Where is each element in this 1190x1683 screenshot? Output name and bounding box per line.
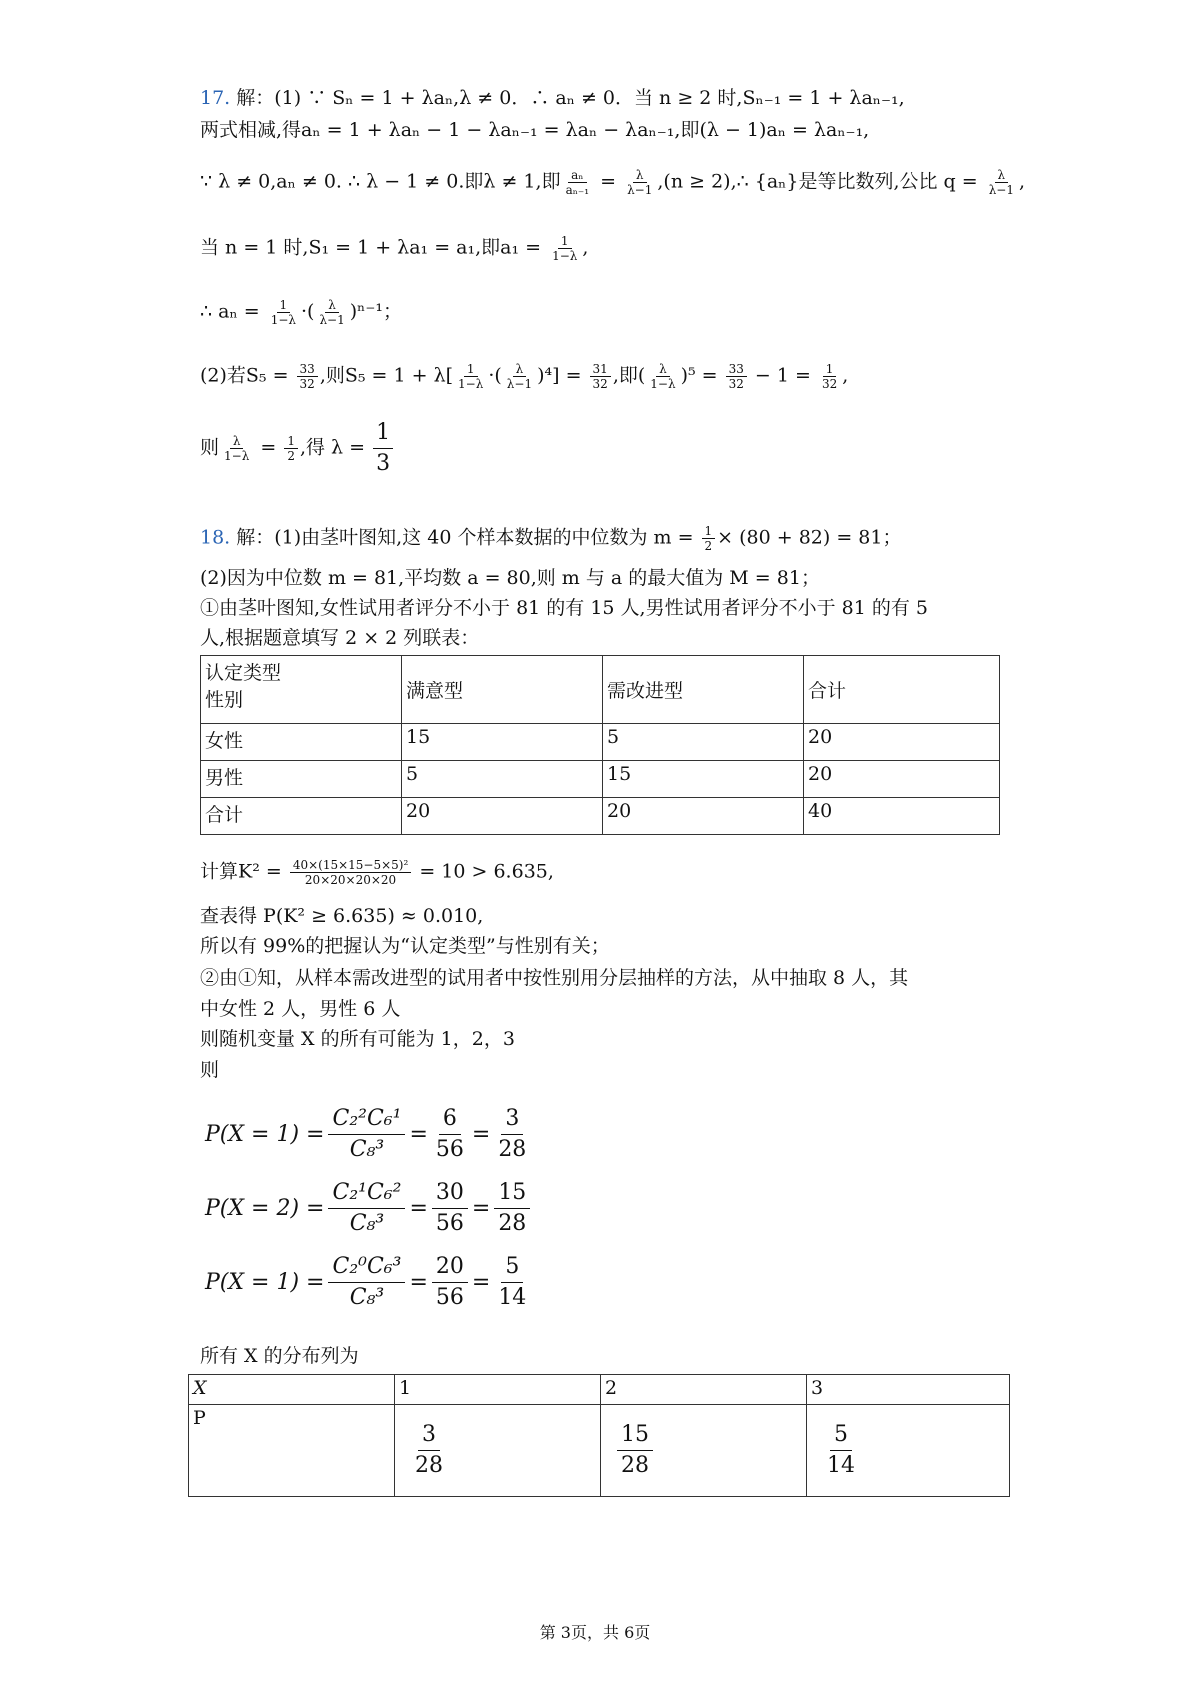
table-header-cell: 需改进型 xyxy=(603,656,804,724)
q17-text-1: 解：(1) ∵ Sₙ = 1 + λaₙ,λ ≠ 0．∴ aₙ ≠ 0．当 n ≥ 2 时,Sₙ₋₁ = 1 + λaₙ₋₁, xyxy=(236,87,905,109)
table-cell: 5 xyxy=(603,724,804,761)
dist-header-3: 3 xyxy=(807,1375,1010,1405)
q18-line-7: ②由①知，从样本需改进型的试用者中按性别用分层抽样的方法，从中抽取 8 人，其 xyxy=(200,967,909,989)
dist-cell: $\frac{15}{28}$ xyxy=(601,1405,807,1497)
q18-number: 18. xyxy=(200,526,231,549)
q18-line-6: 所以有 99%的把握认为“认定类型”与性别有关； xyxy=(200,935,610,957)
table-cell: 20 xyxy=(804,724,1000,761)
q18-line-9: 则随机变量 X 的所有可能为 1，2，3 xyxy=(200,1028,515,1050)
k2-calculation: 计算K² = $\frac{\text{40×(15×15−5×5)²}}{20\times 20\times 20\times 20}$ = 10 > 6.635, xyxy=(200,858,554,887)
table-row xyxy=(201,761,1000,798)
table-cell: 5 xyxy=(402,761,603,798)
q17-line-4: 当 n = 1 时,S₁ = 1 + λa₁ = a₁,即a₁ = $\frac{1}{1-\lambda}$ , xyxy=(200,234,589,263)
q17-number: 17. xyxy=(200,87,231,109)
table-header-row xyxy=(201,656,1000,724)
page-footer: 第 3页，共 6页 xyxy=(539,1623,651,1642)
table-cell: 20 xyxy=(603,798,804,835)
q18-line-8: 中女性 2 人，男性 6 人 xyxy=(200,998,401,1020)
dist-cell: $\frac{3}{28}$ xyxy=(395,1405,601,1497)
dist-header-x: X xyxy=(189,1375,395,1405)
dist-header-1: 1 xyxy=(395,1375,601,1405)
q18-line-4: 人,根据题意填写 2 × 2 列联表： xyxy=(200,627,480,649)
q18-line-1: 18. 解：(1)由茎叶图知,这 40 个样本数据的中位数为 m = $\frac{1}{2}$ × (80 + 82) = 81； xyxy=(200,524,902,553)
q18-line-3: ①由茎叶图知,女性试用者评分不小于 81 的有 15 人,男性试用者评分不小于 81 的有 5 xyxy=(200,597,928,619)
q18-line-2: (2)因为中位数 m = 81,平均数 a = 80,则 m 与 a 的最大值为 M = 81； xyxy=(200,567,820,589)
dist-cell: $\frac{5}{14}$ xyxy=(807,1405,1010,1497)
q18-line-5: 查表得 P(K² ≥ 6.635) ≈ 0.010, xyxy=(200,905,484,927)
q17-line-1 xyxy=(200,86,905,110)
table-header-cell: 合计 xyxy=(804,656,1000,724)
q17-line-2: 两式相减,得aₙ = 1 + λaₙ − 1 − λaₙ₋₁ = λaₙ − λaₙ₋₁,即(λ − 1)aₙ = λaₙ₋₁, xyxy=(200,119,870,141)
prob-formula-2: P(X = 2) = $\frac{\text{C₂¹C₆²}}{\text{C₈³}}$ = $\frac{30}{56}$ = $\frac{15}{28}$ xyxy=(205,1178,534,1239)
table-row xyxy=(201,724,1000,761)
prob-formula-1: P(X = 1) = $\frac{\text{C₂²C₆¹}}{\text{C₈³}}$ = $\frac{6}{56}$ = $\frac{3}{28}$ xyxy=(205,1106,527,1162)
q17-line-3: ∵ λ ≠ 0,aₙ ≠ 0. ∴ λ − 1 ≠ 0.即λ ≠ 1,即 $\frac{\text{aₙ}}{\text{aₙ₋₁}}$ = $\frac{\lambda}{\lambda-1}$ ,(n ≥ 2),∴ {aₙ}是等比数列,公比 q = $\frac{\lambda}{\lambda-1}$ , xyxy=(200,168,1026,197)
table-row xyxy=(201,798,1000,835)
table-cell: 15 xyxy=(402,724,603,761)
prob-formula-3: P(X = 1) = $\frac{\text{C₂⁰C₆³}}{\text{C₈³}}$ = $\frac{20}{56}$ = $\frac{5}{14}$ xyxy=(205,1254,527,1310)
table-header-corner: 认定类型 性别 xyxy=(201,656,402,724)
q18-line-10: 则 xyxy=(200,1059,220,1081)
q17-line-7: 则 $\frac{\lambda}{1-\lambda}$ = $\frac{1}{2}$ ,得 λ = $\frac{1}{3}$ xyxy=(200,418,395,479)
table-cell: 15 xyxy=(603,761,804,798)
distribution-table xyxy=(188,1374,1010,1497)
table-cell: 女性 xyxy=(201,724,402,761)
table-cell: 40 xyxy=(804,798,1000,835)
q17-line-5: ∴ aₙ = $\frac{1}{1-\lambda}$ ·( $\frac{\lambda}{\lambda-1}$ )ⁿ⁻¹； xyxy=(200,298,403,327)
table-header-cell: 满意型 xyxy=(402,656,603,724)
table-cell: 合计 xyxy=(201,798,402,835)
table-cell: 20 xyxy=(402,798,603,835)
table-cell: 男性 xyxy=(201,761,402,798)
q18-line-11: 所有 X 的分布列为 xyxy=(200,1345,359,1367)
dist-prob-row xyxy=(189,1405,1010,1497)
dist-row-label: P xyxy=(189,1405,395,1497)
contingency-table xyxy=(200,655,1000,835)
dist-header-row xyxy=(189,1375,1010,1405)
dist-header-2: 2 xyxy=(601,1375,807,1405)
q17-line-6: (2)若S₅ = $\frac{33}{32}$ ,则S₅ = 1 + λ[ $\frac{1}{1-\lambda}$ ·( $\frac{\lambda}{\lambda-1}$ )⁴] = $\frac{31}{32}$ ,即( $\frac{\lambda}{1-\lambda}$ )⁵ = $\frac{33}{32}$ − 1 = $\frac{1}{32}$ , xyxy=(200,362,849,391)
table-cell: 20 xyxy=(804,761,1000,798)
